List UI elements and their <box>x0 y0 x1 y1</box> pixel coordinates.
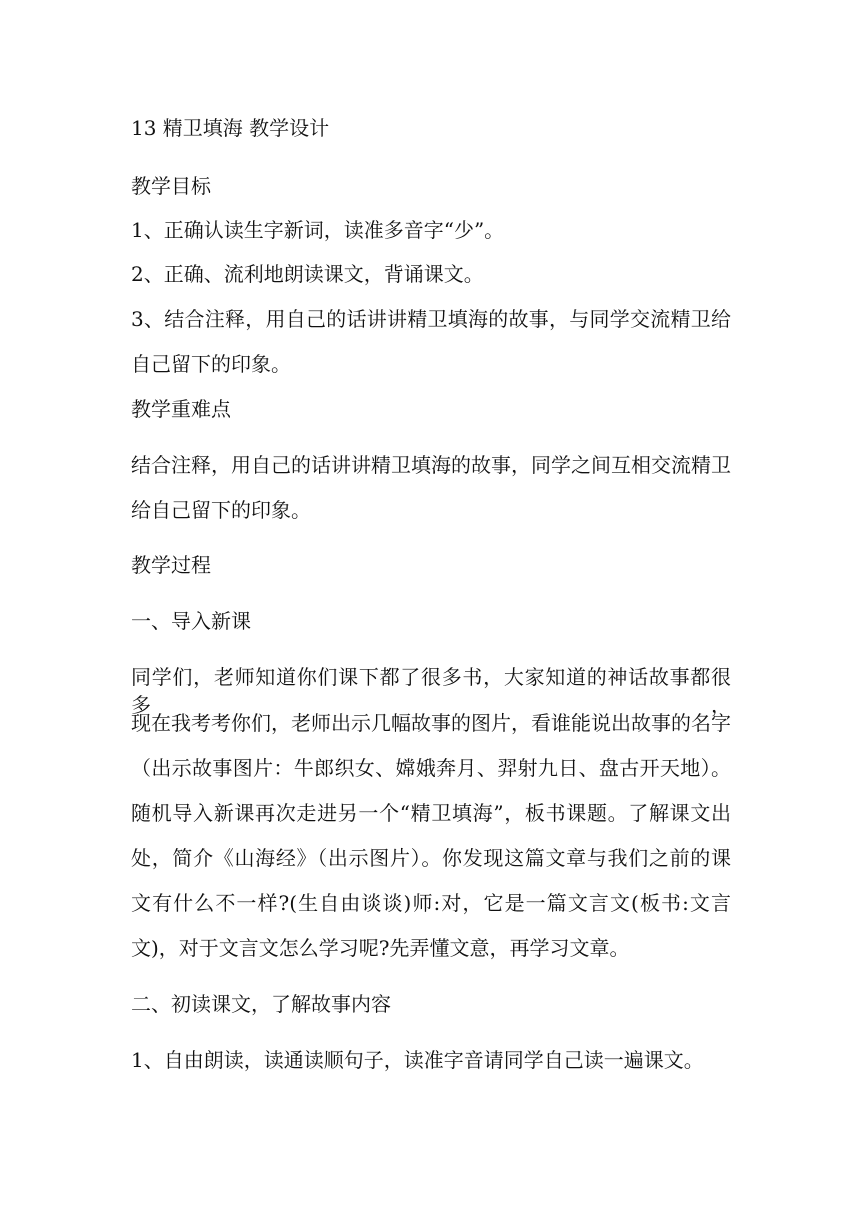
document-title: 13 精卫填海 教学设计 <box>131 116 330 140</box>
objective-item-continued: 自己留下的印象。 <box>131 352 291 376</box>
section-paragraph-line: 处，简介《山海经》（出示图片）。你发现这篇文章与我们之前的课 <box>131 846 731 870</box>
section-paragraph-line: 1、自由朗读，读通读顺句子，读准字音请同学自己读一遍课文。 <box>131 1048 704 1072</box>
objectives-heading: 教学目标 <box>131 174 211 198</box>
section-paragraph-line: 随机导入新课再次走进另一个“精卫填海”，板书课题。了解课文出 <box>131 801 731 825</box>
section-paragraph-line: （出示故事图片：牛郎织女、嫦娥奔月、羿射九日、盘古开天地）。 <box>131 756 731 780</box>
key-points-heading: 教学重难点 <box>131 397 231 421</box>
key-points-line: 给自己留下的印象。 <box>131 498 311 522</box>
section-paragraph-line: 文有什么不一样?(生自由谈谈)师:对，它是一篇文言文(板书:文言 <box>131 891 731 915</box>
objective-item: 3、结合注释，用自己的话讲讲精卫填海的故事，与同学交流精卫给 <box>131 307 731 331</box>
section-paragraph-line: 现在我考考你们，老师出示几幅故事的图片，看谁能说出故事的名字 <box>131 711 731 735</box>
section-paragraph-line: 文)，对于文言文怎么学习呢?先弄懂文意，再学习文章。 <box>131 936 630 960</box>
section-heading: 一、导入新课 <box>131 609 251 633</box>
section-paragraph-line: 同学们，老师知道你们课下都了很多书，大家知道的神话故事都很多， <box>131 665 731 717</box>
objective-item: 2、正确、流利地朗读课文，背诵课文。 <box>131 262 484 286</box>
section-heading: 二、初读课文，了解故事内容 <box>131 992 391 1016</box>
objective-item: 1、正确认读生字新词，读准多音字“少”。 <box>131 218 505 242</box>
key-points-line: 结合注释，用自己的话讲讲精卫填海的故事，同学之间互相交流精卫 <box>131 453 731 477</box>
process-heading: 教学过程 <box>131 553 211 577</box>
